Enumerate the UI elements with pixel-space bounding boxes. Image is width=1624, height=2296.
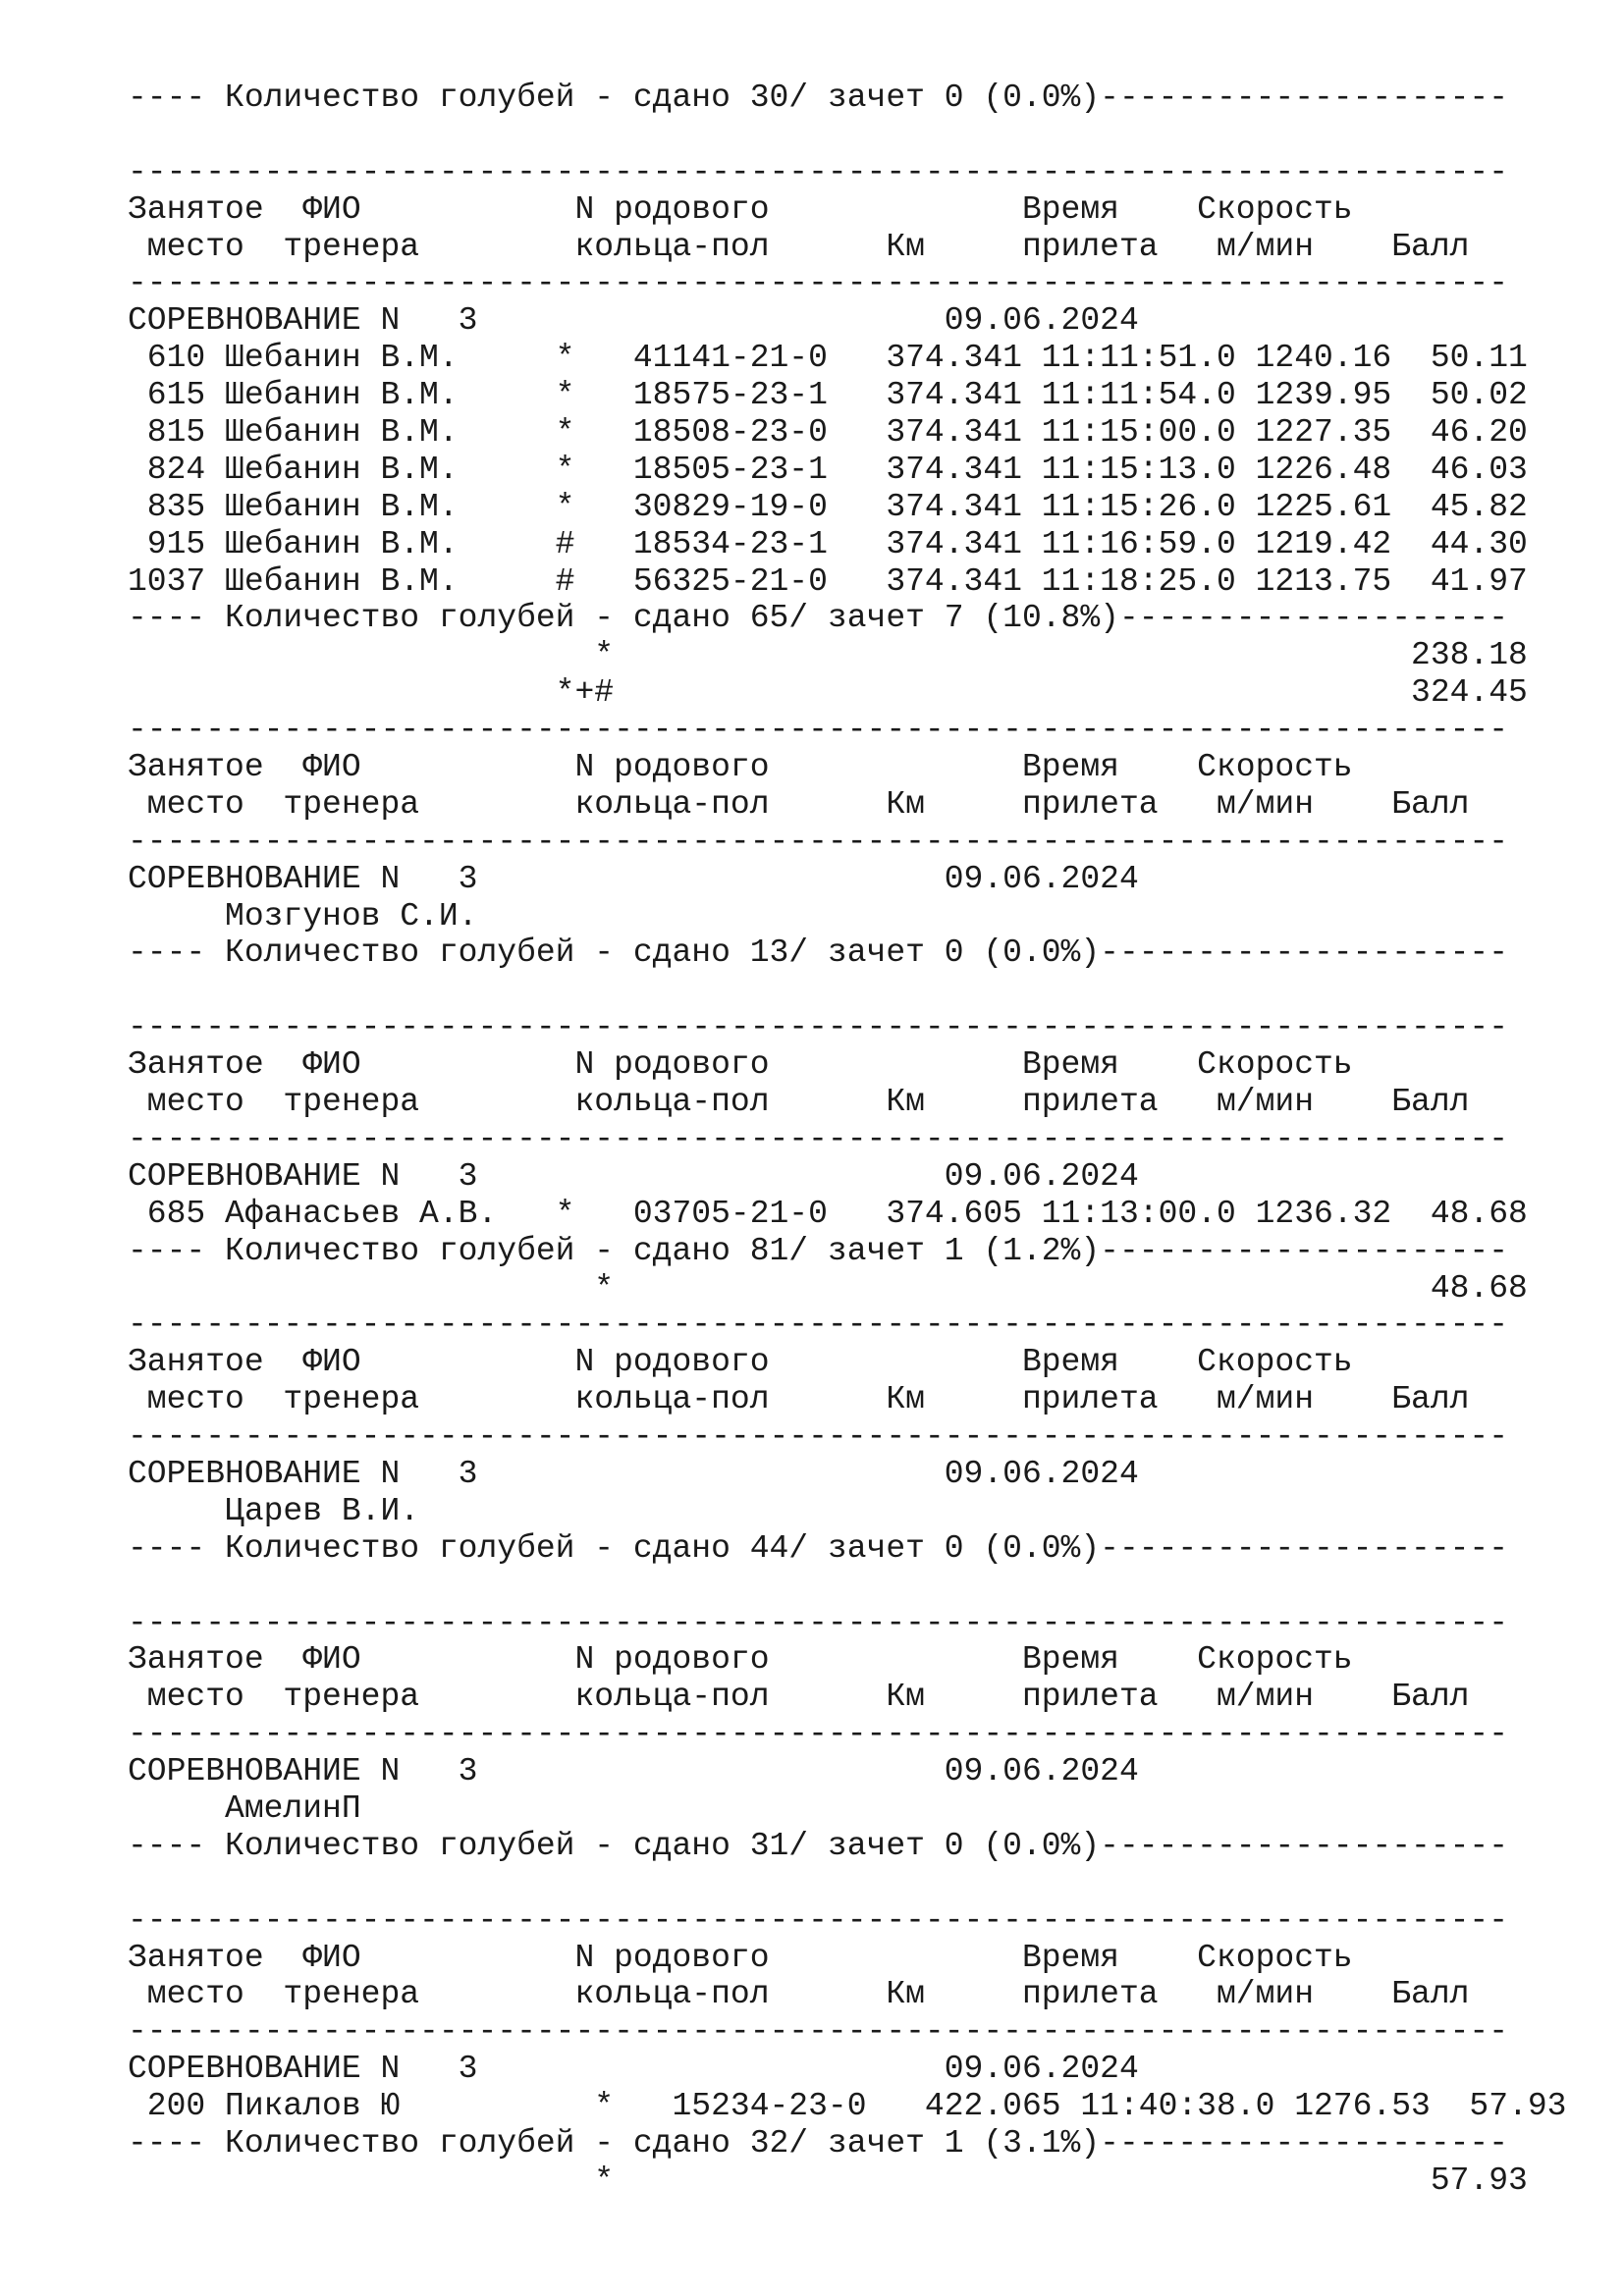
table-header-line: Занятое ФИО N родового Время Скорость xyxy=(128,1939,1353,1976)
table-header-line: Занятое ФИО N родового Время Скорость xyxy=(128,1344,1353,1381)
result-row: 200 Пикалов Ю * 15234-23-0 422.065 11:40:38.0 1276.53 57.93 xyxy=(128,2088,1567,2125)
total-line: * 238.18 xyxy=(128,637,1528,674)
separator-line: ----------------------------------------------------------------------- xyxy=(128,1120,1509,1157)
result-row: 824 Шебанин В.М. * 18505-23-1 374.341 11:15:13.0 1226.48 46.03 xyxy=(128,451,1528,488)
result-row: 685 Афанасьев А.В. * 03705-21-0 374.605 11:13:00.0 1236.32 48.68 xyxy=(128,1195,1528,1232)
blank-line xyxy=(128,1865,1566,1902)
total-line: * 57.93 xyxy=(128,2162,1528,2199)
summary-line: ---- Количество голубей - сдано 65/ зачет 7 (10.8%)-------------------- xyxy=(128,600,1509,637)
separator-line: ----------------------------------------------------------------------- xyxy=(128,712,1509,749)
table-header-line: место тренера кольца-пол Км прилета м/мин Балл xyxy=(128,1976,1470,2013)
summary-line: ---- Количество голубей - сдано 13/ зачет 0 (0.0%)--------------------- xyxy=(128,934,1509,972)
summary-line: ---- Количество голубей - сдано 31/ зачет 0 (0.0%)--------------------- xyxy=(128,1827,1509,1864)
separator-line: ----------------------------------------------------------------------- xyxy=(128,1009,1509,1046)
summary-line: ---- Количество голубей - сдано 32/ зачет 1 (3.1%)--------------------- xyxy=(128,2124,1509,2162)
total-line: * 48.68 xyxy=(128,1269,1528,1307)
table-header-line: место тренера кольца-пол Км прилета м/мин Балл xyxy=(128,1679,1470,1716)
competition-header-line: СОРЕВНОВАНИЕ N 3 09.06.2024 xyxy=(128,1157,1139,1195)
competition-header-line: СОРЕВНОВАНИЕ N 3 09.06.2024 xyxy=(128,860,1139,897)
separator-line: ----------------------------------------------------------------------- xyxy=(128,153,1509,190)
table-header-line: место тренера кольца-пол Км прилета м/мин Балл xyxy=(128,228,1470,265)
summary-line: ---- Количество голубей - сдано 81/ зачет 1 (1.2%)--------------------- xyxy=(128,1232,1509,1269)
separator-line: ----------------------------------------------------------------------- xyxy=(128,1604,1509,1641)
competition-header-line: СОРЕВНОВАНИЕ N 3 09.06.2024 xyxy=(128,302,1139,340)
separator-line: ----------------------------------------------------------------------- xyxy=(128,1418,1509,1456)
total-line: Мозгунов С.И. xyxy=(128,897,478,934)
summary-line: ---- Количество голубей - сдано 44/ зачет 0 (0.0%)--------------------- xyxy=(128,1529,1509,1567)
separator-line: ----------------------------------------------------------------------- xyxy=(128,1716,1509,1753)
separator-line: ----------------------------------------------------------------------- xyxy=(128,2013,1509,2051)
competition-header-line: СОРЕВНОВАНИЕ N 3 09.06.2024 xyxy=(128,1455,1139,1492)
separator-line: ----------------------------------------------------------------------- xyxy=(128,265,1509,302)
separator-line: ----------------------------------------------------------------------- xyxy=(128,1307,1509,1344)
result-row: 835 Шебанин В.М. * 30829-19-0 374.341 11:15:26.0 1225.61 45.82 xyxy=(128,488,1528,525)
table-header-line: Занятое ФИО N родового Время Скорость xyxy=(128,1046,1353,1084)
result-row: 1037 Шебанин В.М. # 56325-21-0 374.341 11:18:25.0 1213.75 41.97 xyxy=(128,562,1528,600)
result-row: 915 Шебанин В.М. # 18534-23-1 374.341 11:16:59.0 1219.42 44.30 xyxy=(128,525,1528,562)
table-header-line: Занятое ФИО N родового Время Скорость xyxy=(128,1641,1353,1679)
result-row: 615 Шебанин В.М. * 18575-23-1 374.341 11:11:54.0 1239.95 50.02 xyxy=(128,377,1528,414)
separator-line: ----------------------------------------------------------------------- xyxy=(128,823,1509,860)
table-header-line: место тренера кольца-пол Км прилета м/мин Балл xyxy=(128,785,1470,823)
trainer-name-line: АмелинП xyxy=(128,1789,361,1827)
result-row: 610 Шебанин В.М. * 41141-21-0 374.341 11:11:51.0 1240.16 50.11 xyxy=(128,340,1528,377)
separator-line: ----------------------------------------------------------------------- xyxy=(128,1901,1509,1939)
competition-header-line: СОРЕВНОВАНИЕ N 3 09.06.2024 xyxy=(128,1753,1139,1790)
report-text xyxy=(128,80,1566,2200)
blank-line xyxy=(128,972,1566,1009)
summary-line: ---- Количество голубей - сдано 30/ зачет 0 (0.0%)--------------------- xyxy=(128,80,1509,116)
total-line: *+# 324.45 xyxy=(128,674,1528,712)
table-header-line: место тренера кольца-пол Км прилета м/мин Балл xyxy=(128,1381,1470,1418)
table-header-line: место тренера кольца-пол Км прилета м/мин Балл xyxy=(128,1084,1470,1121)
total-line: Царев В.И. xyxy=(128,1492,420,1529)
blank-line xyxy=(128,117,1566,154)
result-row: 815 Шебанин В.М. * 18508-23-0 374.341 11:15:00.0 1227.35 46.20 xyxy=(128,414,1528,452)
table-header-line: Занятое ФИО N родового Время Скорость xyxy=(128,190,1353,228)
competition-header-line: СОРЕВНОВАНИЕ N 3 09.06.2024 xyxy=(128,2051,1139,2088)
table-header-line: Занятое ФИО N родового Время Скорость xyxy=(128,749,1353,786)
blank-line xyxy=(128,1568,1566,1605)
